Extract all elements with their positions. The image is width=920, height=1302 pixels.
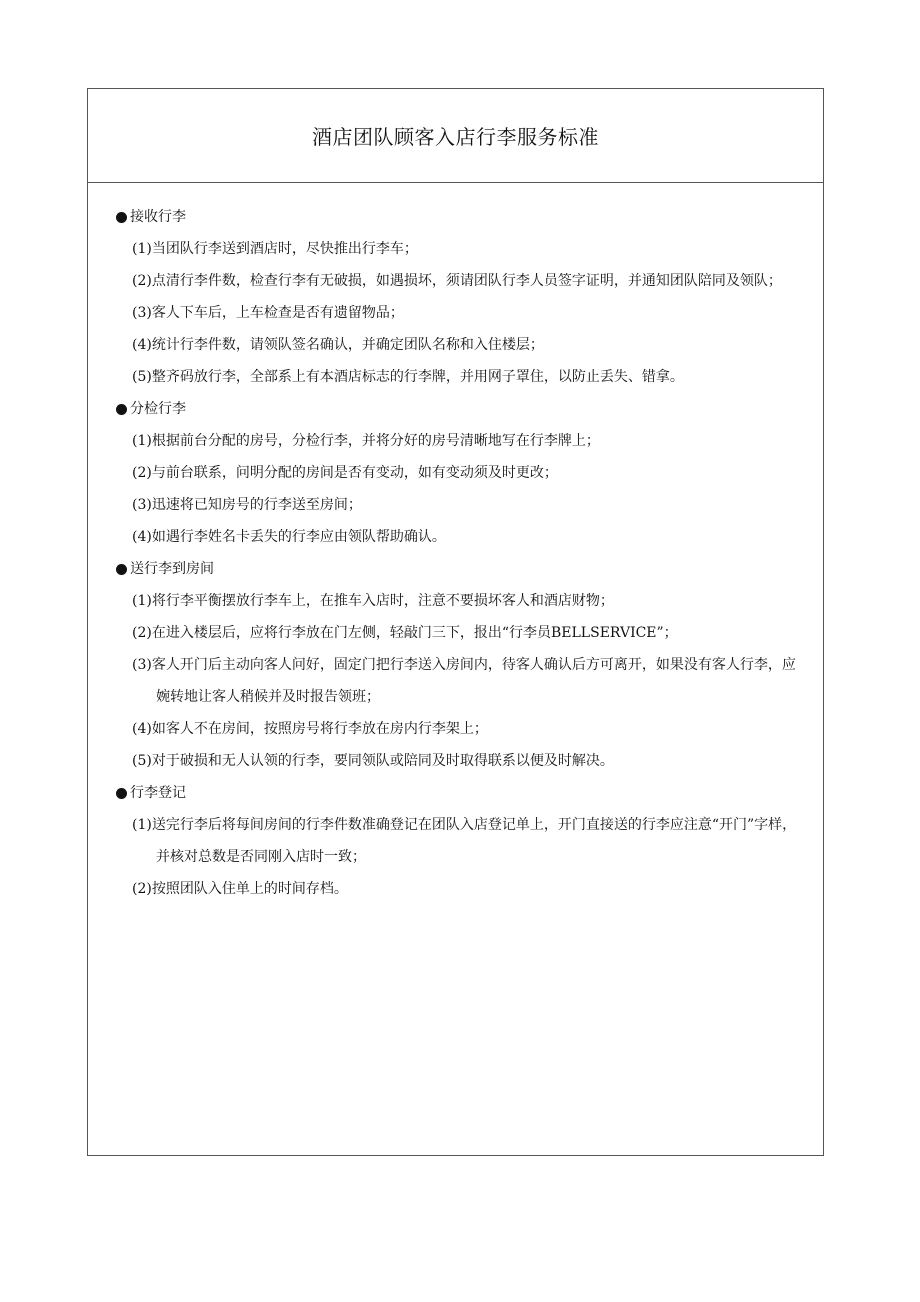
list-item-text: 客人开门后主动向客人问好，固定门把行李送入房间内，待客人确认后方可离开，如果没有客人行李，应婉转地让客人稍候并及时报告领班；: [151, 657, 796, 705]
list-item: [116, 329, 799, 361]
list-item-text: 如遇行李姓名卡丢失的行李应由领队帮助确认。: [151, 529, 446, 545]
section-heading-text: 送行李到房间: [130, 561, 214, 577]
list-item-number: (1): [132, 433, 152, 449]
list-item: [116, 457, 799, 489]
list-item: [116, 745, 799, 777]
list-item: [116, 649, 799, 713]
list-item: [116, 489, 799, 521]
list-item: [116, 361, 799, 393]
list-item: [116, 297, 799, 329]
list-item-text: 在进入楼层后，应将行李放在门左侧，轻敲门三下，报出“行李员BELLSERVICE”；: [151, 625, 678, 641]
list-item-text: 如客人不在房间，按照房号将行李放在房内行李架上；: [151, 721, 488, 737]
list-item-number: (2): [132, 273, 152, 289]
document-body: [88, 183, 823, 905]
list-item-number: (3): [132, 657, 152, 673]
list-item-text: 整齐码放行李，全部系上有本酒店标志的行李牌，并用网子罩住，以防止丢失、错拿。: [151, 369, 684, 385]
list-item-number: (5): [132, 369, 152, 385]
list-item: [116, 265, 799, 297]
list-item-number: (2): [132, 625, 152, 641]
document-frame: [87, 88, 824, 1156]
list-item: [116, 873, 799, 905]
list-item-text: 按照团队入住单上的时间存档。: [151, 881, 348, 897]
bullet-icon: [116, 788, 127, 799]
list-item-number: (4): [132, 529, 152, 545]
list-item-number: (1): [132, 241, 152, 257]
list-item-number: (3): [132, 305, 152, 321]
section-heading: [116, 393, 799, 425]
list-item-text: 将行李平衡摆放行李车上，在推车入店时，注意不要损坏客人和酒店财物；: [151, 593, 614, 609]
list-item: [116, 585, 799, 617]
list-item: [116, 809, 799, 873]
list-item: [116, 425, 799, 457]
document-title: 酒店团队顾客入店行李服务标准: [312, 125, 599, 149]
list-item-number: (3): [132, 497, 152, 513]
section-heading-text: 接收行李: [130, 209, 186, 225]
section-heading: [116, 777, 799, 809]
list-item-text: 点清行李件数，检查行李有无破损，如遇损坏，须请团队行李人员签字证明，并通知团队陪同及领队；: [151, 273, 782, 289]
list-item-number: (1): [132, 593, 152, 609]
list-item-number: (1): [132, 817, 152, 833]
list-item-text: 迅速将已知房号的行李送至房间；: [151, 497, 362, 513]
list-item: [116, 617, 799, 649]
section-heading-text: 分检行李: [130, 401, 186, 417]
list-item-number: (4): [132, 337, 152, 353]
title-cell: [88, 89, 823, 183]
list-item-text: 根据前台分配的房号，分检行李，并将分好的房号清晰地写在行李牌上；: [151, 433, 600, 449]
section-heading: [116, 201, 799, 233]
list-item-text: 当团队行李送到酒店时，尽快推出行李车；: [151, 241, 418, 257]
list-item-text: 客人下车后，上车检查是否有遗留物品；: [151, 305, 404, 321]
list-item-number: (2): [132, 881, 152, 897]
section-heading: [116, 553, 799, 585]
list-item-number: (5): [132, 753, 152, 769]
list-item-text: 送完行李后将每间房间的行李件数准确登记在团队入店登记单上，开门直接送的行李应注意“开门”字样，并核对总数是否同刚入店时一致；: [151, 817, 797, 865]
list-item-text: 与前台联系，问明分配的房间是否有变动，如有变动须及时更改；: [151, 465, 558, 481]
list-item-number: (2): [132, 465, 152, 481]
list-item-text: 对于破损和无人认领的行李，要同领队或陪同及时取得联系以便及时解决。: [151, 753, 614, 769]
section-heading-text: 行李登记: [130, 785, 186, 801]
bullet-icon: [116, 212, 127, 223]
bullet-icon: [116, 404, 127, 415]
list-item: [116, 233, 799, 265]
list-item-text: 统计行李件数，请领队签名确认，并确定团队名称和入住楼层；: [151, 337, 544, 353]
list-item-number: (4): [132, 721, 152, 737]
list-item: [116, 713, 799, 745]
bullet-icon: [116, 564, 127, 575]
list-item: [116, 521, 799, 553]
